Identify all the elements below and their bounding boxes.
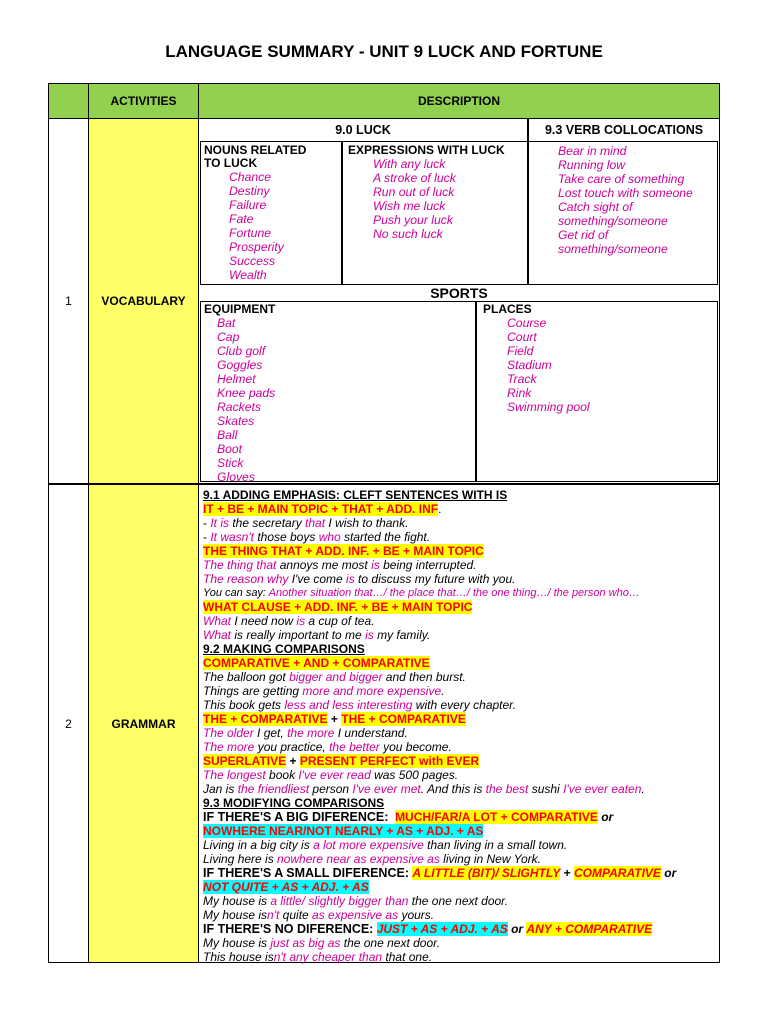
text: a little/ slightly bigger than — [270, 894, 409, 908]
grammar-content — [203, 488, 717, 964]
page-title: LANGUAGE SUMMARY - UNIT 9 LUCK AND FORTUNE — [165, 42, 603, 61]
formula: WHAT CLAUSE + ADD. INF. + BE + MAIN TOPIC — [203, 600, 473, 614]
text: I wish to thank. — [325, 516, 409, 530]
text: my family. — [373, 628, 431, 642]
divider — [475, 301, 477, 482]
text: just as big as — [270, 936, 341, 950]
formula: COMPARATIVE + AND + COMPARATIVE — [203, 656, 430, 670]
list-item: Run out of luck — [373, 185, 455, 199]
text: + — [286, 754, 300, 768]
text: Things are getting — [203, 684, 303, 698]
text: The more — [203, 740, 255, 754]
header-description: DESCRIPTION — [198, 83, 720, 119]
text: started the fight. — [340, 530, 431, 544]
text: more and more expensive — [302, 684, 442, 698]
list-item: Boot — [217, 442, 243, 456]
list-item: Skates — [217, 414, 255, 428]
text: bigger and bigger — [289, 670, 383, 684]
list-item: Success — [229, 254, 276, 268]
formula: ANY + COMPARATIVE — [526, 922, 653, 936]
activity-vocabulary: VOCABULARY — [88, 118, 199, 484]
text: The older — [203, 726, 254, 740]
text: The longest — [203, 768, 266, 782]
list-item: Track — [507, 372, 537, 386]
text: Living in a big city is — [203, 838, 314, 852]
list-item: Wish me luck — [373, 199, 446, 213]
text: and then burst. — [382, 670, 466, 684]
list-item: Failure — [229, 198, 267, 212]
list-item: Rink — [507, 386, 532, 400]
text: you practice, — [254, 740, 330, 754]
text: I understand. — [334, 726, 408, 740]
formula: MUCH/FAR/A LOT + COMPARATIVE — [395, 810, 598, 824]
text: or — [511, 922, 524, 936]
text: n't any cheaper than — [273, 950, 383, 964]
places-heading: PLACES — [483, 302, 532, 316]
list-item: Cap — [217, 330, 240, 344]
text: the friendliest — [237, 782, 310, 796]
text: . — [441, 684, 445, 698]
text: or — [601, 810, 614, 824]
text: This book gets — [203, 698, 285, 712]
text: to discuss my future with you. — [354, 572, 516, 586]
list-item: something/someone — [558, 242, 668, 256]
expressions-heading: EXPRESSIONS WITH LUCK — [348, 143, 505, 157]
text: My house is — [203, 908, 268, 922]
text: I've ever read — [298, 768, 371, 782]
text: is — [296, 614, 306, 628]
text: I've ever met — [352, 782, 421, 796]
formula: THE THING THAT + ADD. INF. + BE + MAIN TOPIC — [203, 544, 484, 558]
luck-title: 9.0 LUCK — [335, 123, 391, 137]
verbs-column — [558, 144, 718, 256]
text: What — [203, 628, 232, 642]
text: the better — [329, 740, 380, 754]
activity-grammar: GRAMMAR — [88, 484, 199, 963]
text: those boys — [253, 530, 319, 544]
list-item: Knee pads — [217, 386, 276, 400]
row-number: 1 — [48, 118, 89, 484]
list-item: Lost touch with someone — [558, 186, 693, 200]
text: you become. — [379, 740, 452, 754]
text: Jan is — [203, 782, 238, 796]
text: n't — [267, 908, 280, 922]
text: annoys me most — [276, 558, 372, 572]
list-item: Running low — [558, 158, 626, 172]
text: who — [318, 530, 341, 544]
text: quite — [279, 908, 313, 922]
text: that — [305, 516, 326, 530]
formula: THE + COMPARATIVE — [341, 712, 466, 726]
divider — [527, 141, 529, 285]
text: Living here is — [203, 852, 278, 866]
nouns-heading-2: TO LUCK — [204, 156, 258, 170]
list-item: Stadium — [507, 358, 552, 372]
text: sushi — [528, 782, 564, 796]
text: being interrupted. — [379, 558, 477, 572]
formula: COMPARATIVE — [574, 866, 661, 880]
text: the secretary — [229, 516, 306, 530]
text: a lot more expensive — [313, 838, 424, 852]
list-item: Club golf — [217, 344, 266, 358]
text: The balloon got — [203, 670, 290, 684]
list-item: Catch sight of — [558, 200, 633, 214]
list-item: Gloves — [217, 470, 255, 484]
row-number: 2 — [48, 484, 89, 963]
list-item: Field — [507, 344, 534, 358]
list-item: Court — [507, 330, 537, 344]
text: or — [664, 866, 677, 880]
text: yours. — [398, 908, 435, 922]
list-item: Course — [507, 316, 547, 330]
text: is — [365, 628, 374, 642]
text: the one next door. — [340, 936, 441, 950]
text: book — [265, 768, 299, 782]
formula: A LITTLE (BIT)/ SLIGHTLY — [412, 866, 561, 880]
text: This house is — [203, 950, 274, 964]
text: . And this is — [420, 782, 486, 796]
text: + — [327, 712, 342, 726]
text: What — [203, 614, 232, 628]
list-item: Goggles — [217, 358, 263, 372]
list-item: Take care of something — [558, 172, 685, 186]
list-item: Prosperity — [229, 240, 284, 254]
list-item: Destiny — [229, 184, 270, 198]
list-item: Chance — [229, 170, 272, 184]
text: person — [309, 782, 353, 796]
formula: NOT QUITE + AS + ADJ. + AS — [203, 880, 369, 894]
text: was 500 pages. — [370, 768, 459, 782]
formula: IT + BE + MAIN TOPIC + THAT + ADD. INF — [203, 502, 439, 516]
text: I've ever eaten — [563, 782, 642, 796]
list-item: Swimming pool — [507, 400, 590, 414]
text: - — [203, 530, 211, 544]
list-item: Bat — [217, 316, 236, 330]
text: I need now — [231, 614, 297, 628]
text: is — [371, 558, 380, 572]
text: You can say: — [203, 587, 269, 599]
list-item: Bear in mind — [558, 144, 627, 158]
text: is — [346, 572, 355, 586]
formula: PRESENT PERFECT with EVER — [299, 754, 480, 768]
text: IF THERE'S A SMALL DIFERENCE: — [203, 866, 409, 880]
text: . — [641, 782, 645, 796]
text: . — [438, 502, 442, 516]
text: with every chapter. — [412, 698, 517, 712]
text: less and less interesting — [284, 698, 413, 712]
text: It wasn't — [210, 530, 254, 544]
places-column — [483, 303, 715, 414]
equipment-column — [204, 303, 472, 484]
list-item: Rackets — [217, 400, 262, 414]
text: nowhere near as expensive as — [277, 852, 440, 866]
list-item: Helmet — [217, 372, 256, 386]
formula: THE + COMPARATIVE — [203, 712, 328, 726]
text: I get, — [253, 726, 288, 740]
section-heading: 9.2 MAKING COMPARISONS — [203, 642, 365, 656]
text: than living in a small town. — [423, 838, 568, 852]
text: It is — [210, 516, 230, 530]
nouns-column — [204, 144, 340, 282]
text: the best — [485, 782, 529, 796]
list-item: A stroke of luck — [373, 171, 456, 185]
text: IF THERE'S NO DIFERENCE: — [203, 922, 374, 936]
text: Another situation that…/ the place that…/ the one thing…/ the person who… — [268, 587, 640, 599]
list-item: With any luck — [373, 157, 446, 171]
text: + — [560, 866, 575, 880]
text: is really important to me — [231, 628, 366, 642]
list-item: Fate — [229, 212, 254, 226]
list-item: Fortune — [229, 226, 272, 240]
list-item: Push your luck — [373, 213, 453, 227]
section-heading: 9.1 ADDING EMPHASIS: CLEFT SENTENCES WITH IS — [203, 488, 508, 502]
nouns-heading: NOUNS RELATED — [204, 143, 307, 157]
text: The reason why — [203, 572, 289, 586]
sports-title: SPORTS — [430, 285, 488, 301]
section-heading: 9.3 MODIFYING COMPARISONS — [203, 796, 385, 810]
header-activities: ACTIVITIES — [88, 83, 199, 119]
list-item: Ball — [217, 428, 238, 442]
text: the one next door. — [408, 894, 509, 908]
text: The thing that — [203, 558, 277, 572]
verb-collocations-title: 9.3 VERB COLLOCATIONS — [544, 123, 704, 137]
text: My house is — [203, 894, 271, 908]
text: I've come — [288, 572, 347, 586]
list-item: something/someone — [558, 214, 668, 228]
text: My house is — [203, 936, 271, 950]
list-item: Wealth — [229, 268, 267, 282]
text: as expensive as — [312, 908, 399, 922]
header-num-cell — [48, 83, 89, 119]
formula: SUPERLATIVE — [203, 754, 287, 768]
text: that one. — [382, 950, 433, 964]
list-item: No such luck — [373, 227, 443, 241]
expressions-column — [348, 144, 526, 241]
equipment-heading: EQUIPMENT — [204, 302, 276, 316]
text: living in New York. — [439, 852, 541, 866]
text: IF THERE'S A BIG DIFERENCE: — [203, 810, 389, 824]
divider — [341, 141, 343, 285]
text: the more — [287, 726, 335, 740]
text: - — [203, 516, 211, 530]
formula: NOWHERE NEAR/NOT NEARLY + AS + ADJ. + AS — [203, 824, 484, 838]
formula: JUST + AS + ADJ. + AS — [376, 922, 508, 936]
list-item: Get rid of — [558, 228, 609, 242]
text: a cup of tea. — [305, 614, 375, 628]
list-item: Stick — [217, 456, 244, 470]
